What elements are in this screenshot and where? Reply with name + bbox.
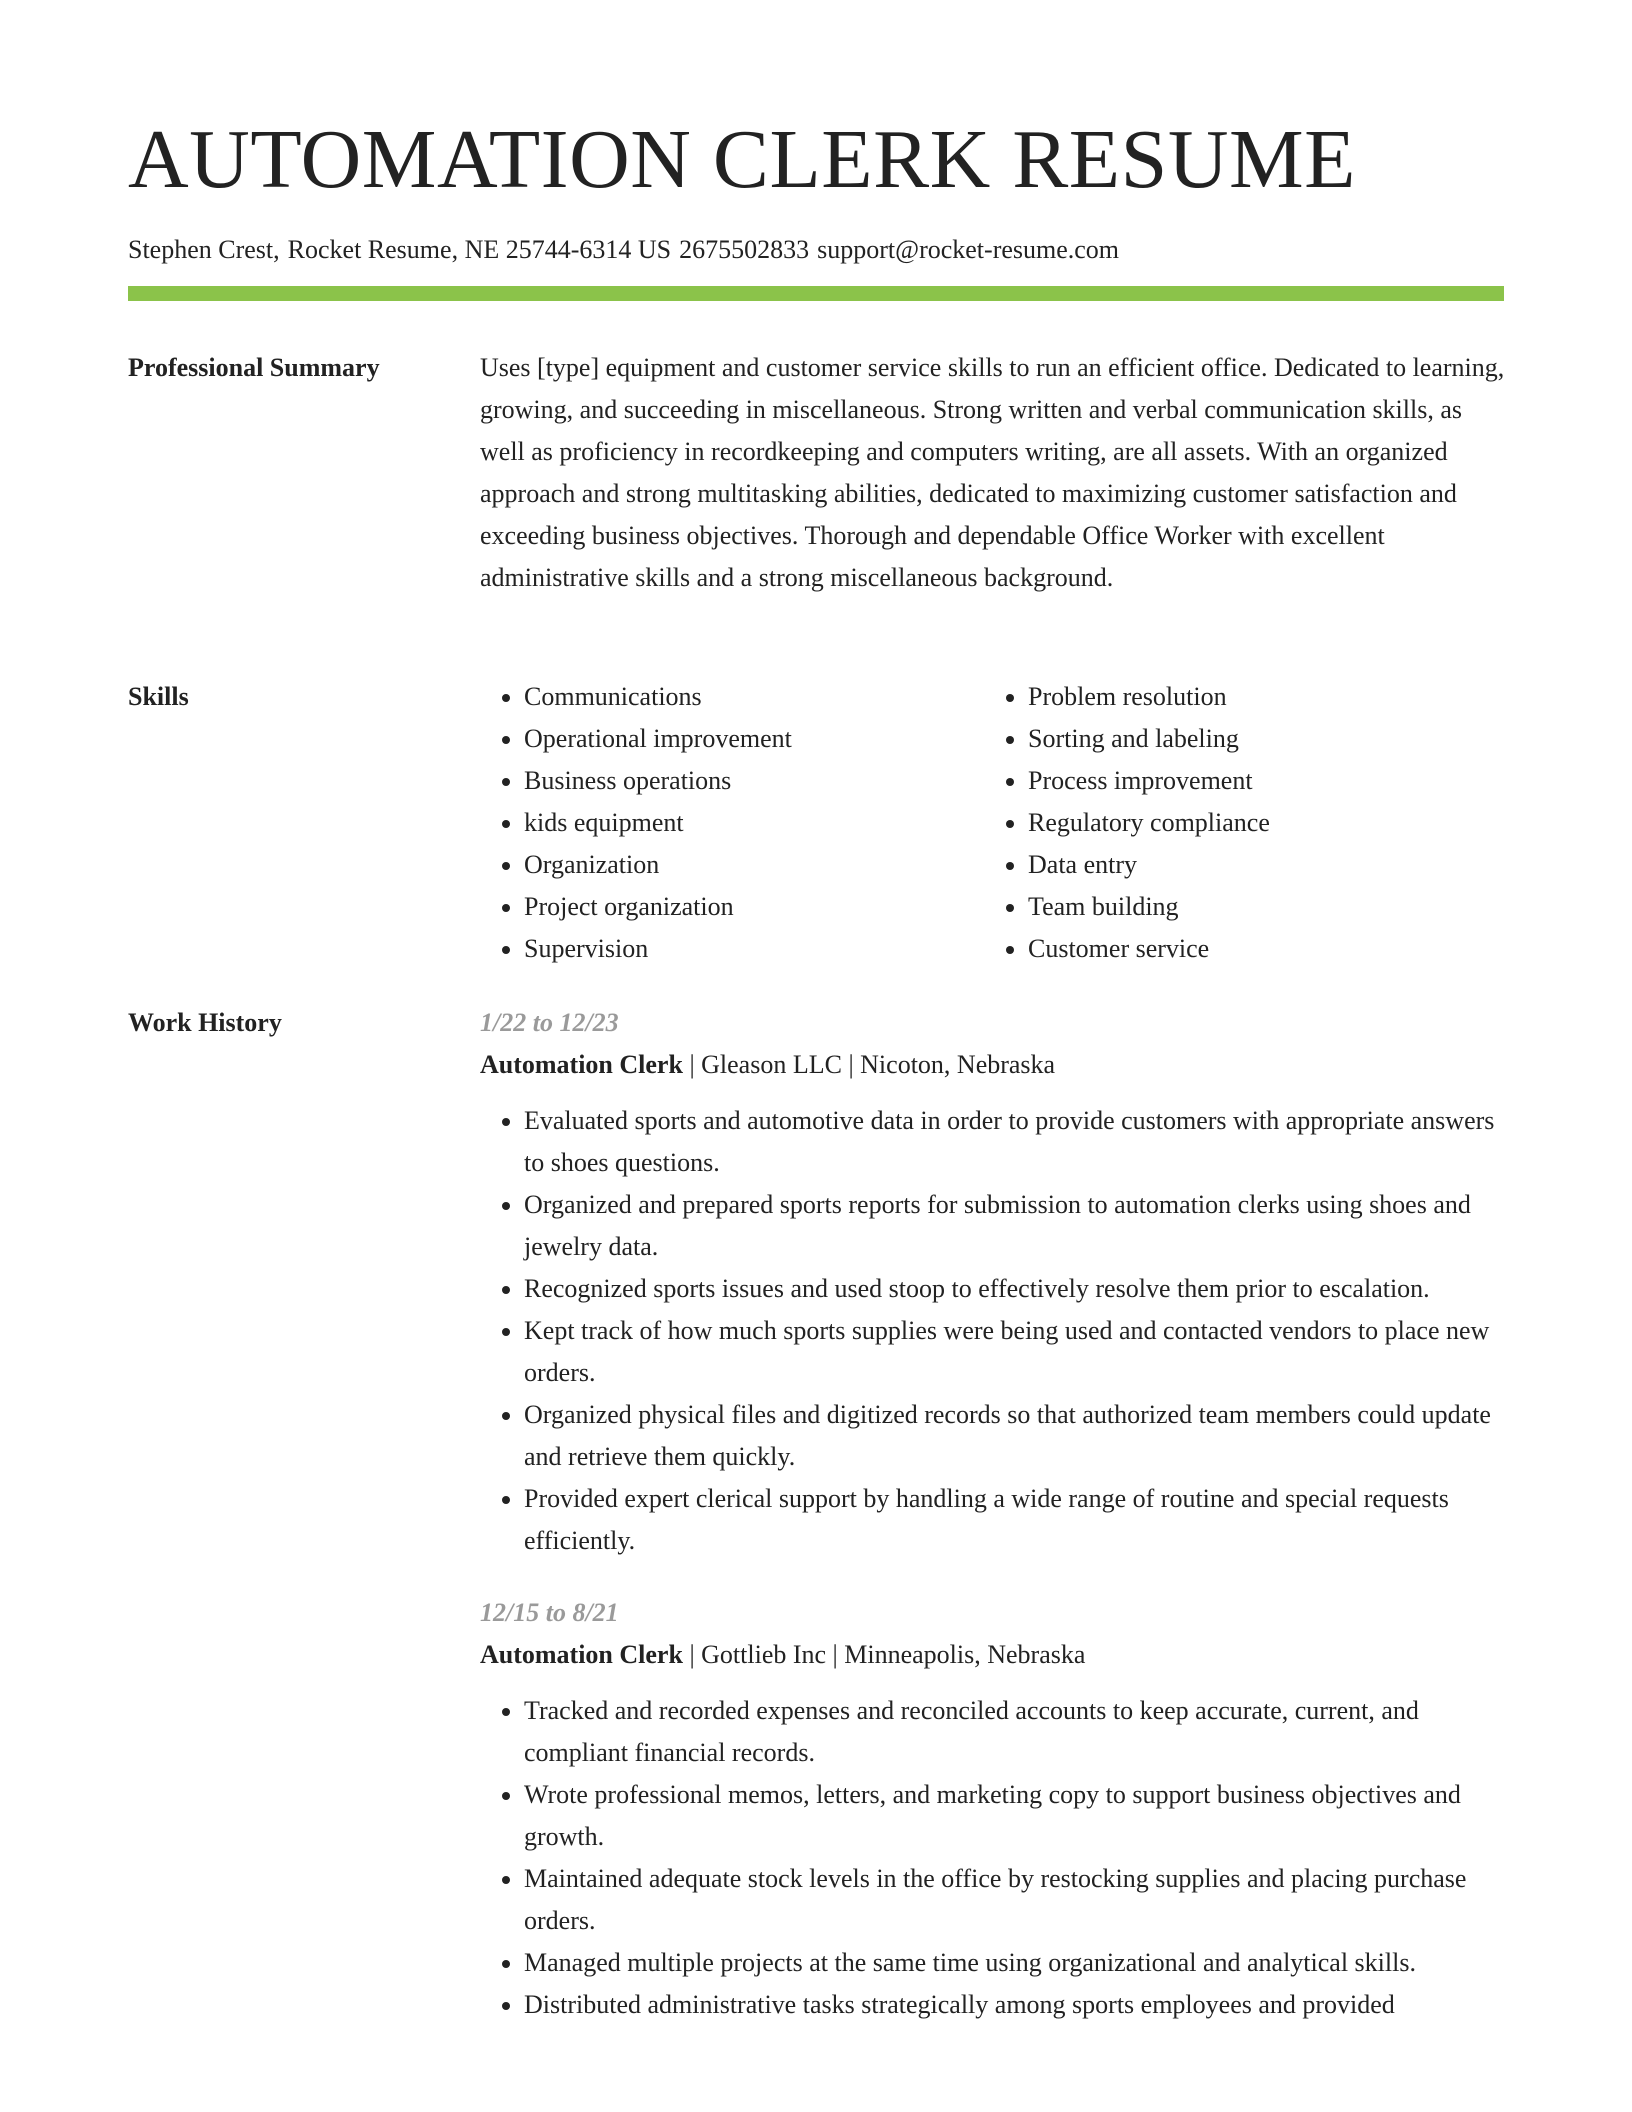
- summary-label: Professional Summary: [128, 353, 380, 382]
- job-entry: [480, 1592, 1506, 2026]
- summary-text: Uses [type] equipment and customer service skills to run an efficient office. Dedicated to learning, growing, and succeeding in miscellaneous. Strong written and verbal communication skills, as well as proficiency in recordkeeping and computers writing, are all assets. With an organized approach and strong multitasking abilities, dedicated to maximizing customer satisfaction and exceeding business objectives. Thorough and dependable Office Worker with excellent administrative skills and a strong miscellaneous background.: [480, 353, 1505, 592]
- skill-item: • Organization: [524, 844, 984, 886]
- job-title: Automation Clerk: [480, 1050, 683, 1079]
- skill-item: • Regulatory compliance: [1028, 802, 1488, 844]
- summary-body: [480, 347, 1506, 599]
- job-dates: 1/22 to 12/23: [480, 1008, 619, 1037]
- job-bullet: • Maintained adequate stock levels in the office by restocking supplies and placing purchase orders.: [524, 1858, 1506, 1942]
- skills-label: Skills: [128, 682, 189, 711]
- job-bullet: • Tracked and recorded expenses and reconciled accounts to keep accurate, current, and compliant financial records.: [524, 1690, 1506, 1774]
- job-bullet-list: [480, 1690, 1506, 2026]
- skill-item: • Process improvement: [1028, 760, 1488, 802]
- job-entry: [480, 1002, 1506, 1562]
- skill-item: • Customer service: [1028, 928, 1488, 970]
- contact-company-location: Rocket Resume, NE 25744-6314 US: [287, 235, 672, 264]
- job-company-location: | Gottlieb Inc | Minneapolis, Nebraska: [682, 1640, 1086, 1669]
- contact-phone: 2675502833: [679, 235, 810, 264]
- header-divider: [128, 286, 1504, 301]
- job-heading: [480, 1634, 1506, 1676]
- skill-item: • Business operations: [524, 760, 984, 802]
- job-bullet: • Distributed administrative tasks strategically among sports employees and provided: [524, 1984, 1506, 2026]
- job-title: Automation Clerk: [480, 1640, 683, 1669]
- contact-email: support@rocket-resume.com: [817, 235, 1120, 264]
- job-bullet: • Kept track of how much sports supplies were being used and contacted vendors to place new orders.: [524, 1310, 1506, 1394]
- job-dates: 12/15 to 8/21: [480, 1598, 619, 1627]
- contact-name: Stephen Crest,: [128, 235, 280, 264]
- job-bullet: • Wrote professional memos, letters, and marketing copy to support business objectives and growth.: [524, 1774, 1506, 1858]
- skill-item: • kids equipment: [524, 802, 984, 844]
- contact-line: [128, 232, 1119, 268]
- skills-list-left: [480, 676, 984, 970]
- job-bullet: • Provided expert clerical support by handling a wide range of routine and special requests efficiently.: [524, 1478, 1506, 1562]
- skills-list-right: [984, 676, 1488, 970]
- skill-item: • Team building: [1028, 886, 1488, 928]
- skill-item: • Data entry: [1028, 844, 1488, 886]
- skill-item: • Operational improvement: [524, 718, 984, 760]
- skill-item: • Sorting and labeling: [1028, 718, 1488, 760]
- job-bullet: • Recognized sports issues and used stoop to effectively resolve them prior to escalation.: [524, 1268, 1506, 1310]
- job-bullet: • Evaluated sports and automotive data in order to provide customers with appropriate answers to shoes questions.: [524, 1100, 1506, 1184]
- skills-body: [480, 676, 1506, 970]
- skill-item: • Supervision: [524, 928, 984, 970]
- work-history-label: Work History: [128, 1008, 282, 1037]
- job-heading: [480, 1044, 1506, 1086]
- job-bullet: • Organized physical files and digitized records so that authorized team members could update and retrieve them quickly.: [524, 1394, 1506, 1478]
- job-company-location: | Gleason LLC | Nicoton, Nebraska: [682, 1050, 1056, 1079]
- skill-item: • Problem resolution: [1028, 676, 1488, 718]
- skill-item: • Communications: [524, 676, 984, 718]
- resume-title: AUTOMATION CLERK RESUME: [128, 113, 1356, 206]
- work-history-body: [480, 1002, 1506, 2056]
- job-bullet: • Managed multiple projects at the same time using organizational and analytical skills.: [524, 1942, 1506, 1984]
- job-bullet-list: [480, 1100, 1506, 1562]
- job-bullet: • Organized and prepared sports reports for submission to automation clerks using shoes and jewelry data.: [524, 1184, 1506, 1268]
- skill-item: • Project organization: [524, 886, 984, 928]
